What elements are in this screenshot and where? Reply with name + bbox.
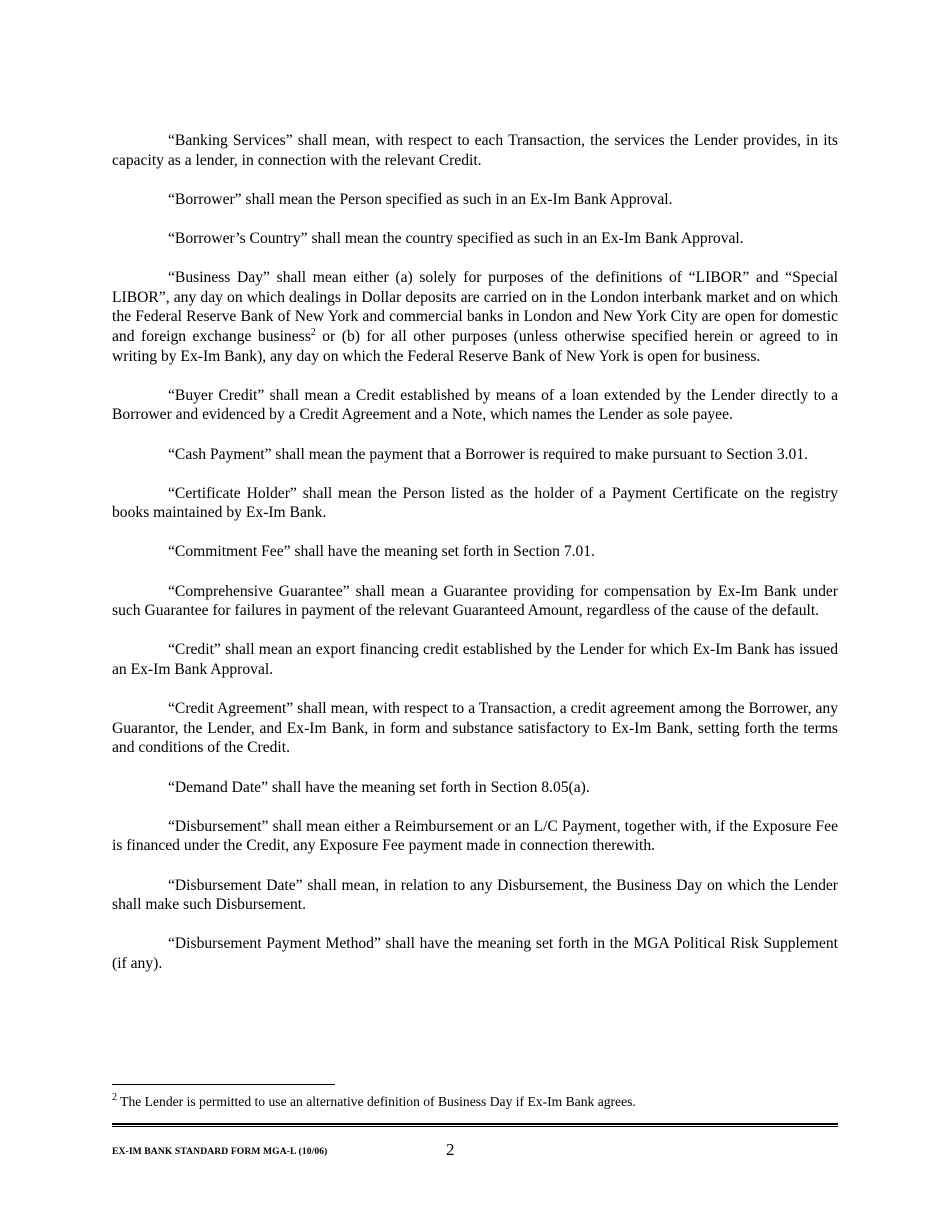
definition-borrowers-country	[112, 229, 838, 249]
definition-cash-payment	[112, 445, 838, 465]
document-body	[112, 131, 838, 993]
definition-credit-agreement	[112, 699, 838, 758]
definition-text: “Cash Payment” shall mean the payment that a Borrower is required to make pursuant to Section 3.01.	[168, 445, 809, 463]
definition-borrower	[112, 190, 838, 210]
definition-disbursement	[112, 817, 838, 856]
definition-disbursement-date	[112, 876, 838, 915]
definition-commitment-fee	[112, 542, 838, 562]
definition-text: “Business Day” shall mean either (a) solely for purposes of the definitions of “LIBOR” and “Special LIBOR”, any day on which dealings in Dollar deposits are carried on in the London interbank market and on which the Federal Reserve Bank of New York and commercial banks in London and New York City are open for domestic and foreign exchange business	[112, 269, 838, 345]
definition-text: “Credit Agreement” shall mean, with respect to a Transaction, a credit agreement among the Borrower, any Guarantor, the Lender, and Ex-Im Bank, in form and substance satisfactory to Ex-Im Bank, setting forth the terms and conditions of the Credit.	[112, 700, 838, 757]
definition-text: “Buyer Credit” shall mean a Credit established by means of a loan extended by the Lender directly to a Borrower and evidenced by a Credit Agreement and a Note, which names the Lender as sole payee.	[112, 386, 838, 424]
definition-disbursement-payment-method	[112, 934, 838, 973]
definition-buyer-credit	[112, 386, 838, 425]
definition-comprehensive-guarantee	[112, 582, 838, 621]
footnote-text: The Lender is permitted to use an alternative definition of Business Day if Ex-Im Bank agrees.	[117, 1094, 636, 1109]
footnote	[112, 1093, 838, 1111]
footer-rule	[112, 1123, 838, 1127]
definition-banking-services	[112, 131, 838, 170]
definition-text: “Banking Services” shall mean, with respect to each Transaction, the services the Lender provides, in its capacity as a lender, in connection with the relevant Credit.	[112, 132, 838, 169]
definition-text: “Demand Date” shall have the meaning set forth in Section 8.05(a).	[168, 778, 590, 796]
definition-demand-date	[112, 778, 838, 798]
definition-text-continued: or (b) for all other purposes (unless otherwise specified herein or agreed to in writing by Ex-Im Bank), any day on which the Federal Reserve Bank of New York is open for business.	[112, 327, 838, 365]
definition-text: “Disbursement Date” shall mean, in relation to any Disbursement, the Business Day on which the Lender shall make such Disbursement.	[112, 876, 838, 914]
definition-text: “Disbursement Payment Method” shall have the meaning set forth in the MGA Political Risk Supplement (if any).	[112, 935, 838, 972]
definition-text: “Borrower’s Country” shall mean the country specified as such in an Ex-Im Bank Approval.	[168, 229, 744, 247]
definition-business-day	[112, 268, 838, 366]
definition-certificate-holder	[112, 484, 838, 523]
definition-text: “Comprehensive Guarantee” shall mean a Guarantee providing for compensation by Ex-Im Bank under such Guarantee for failures in payment of the relevant Guaranteed Amount, regardless of the cause of the default.	[112, 582, 838, 620]
footer-form-label: EX-IM BANK STANDARD FORM MGA-L (10/06)	[112, 1146, 328, 1157]
definition-text: “Disbursement” shall mean either a Reimbursement or an L/C Payment, together with, if the Exposure Fee is financed under the Credit, any Exposure Fee payment made in connection therewith.	[112, 817, 838, 855]
definition-credit	[112, 640, 838, 679]
footnote-reference: 2	[310, 326, 316, 338]
page-number: 2	[446, 1140, 455, 1159]
footnote-marker: 2	[112, 1092, 117, 1103]
definition-text: “Borrower” shall mean the Person specified as such in an Ex-Im Bank Approval.	[168, 190, 673, 208]
definition-text: “Credit” shall mean an export financing credit established by the Lender for which Ex-Im Bank has issued an Ex-Im Bank Approval.	[112, 641, 838, 679]
definition-text: “Commitment Fee” shall have the meaning set forth in Section 7.01.	[168, 543, 596, 561]
footnote-separator	[112, 1084, 335, 1085]
definition-text: “Certificate Holder” shall mean the Person listed as the holder of a Payment Certificate on the registry books maintained by Ex-Im Bank.	[112, 484, 838, 522]
